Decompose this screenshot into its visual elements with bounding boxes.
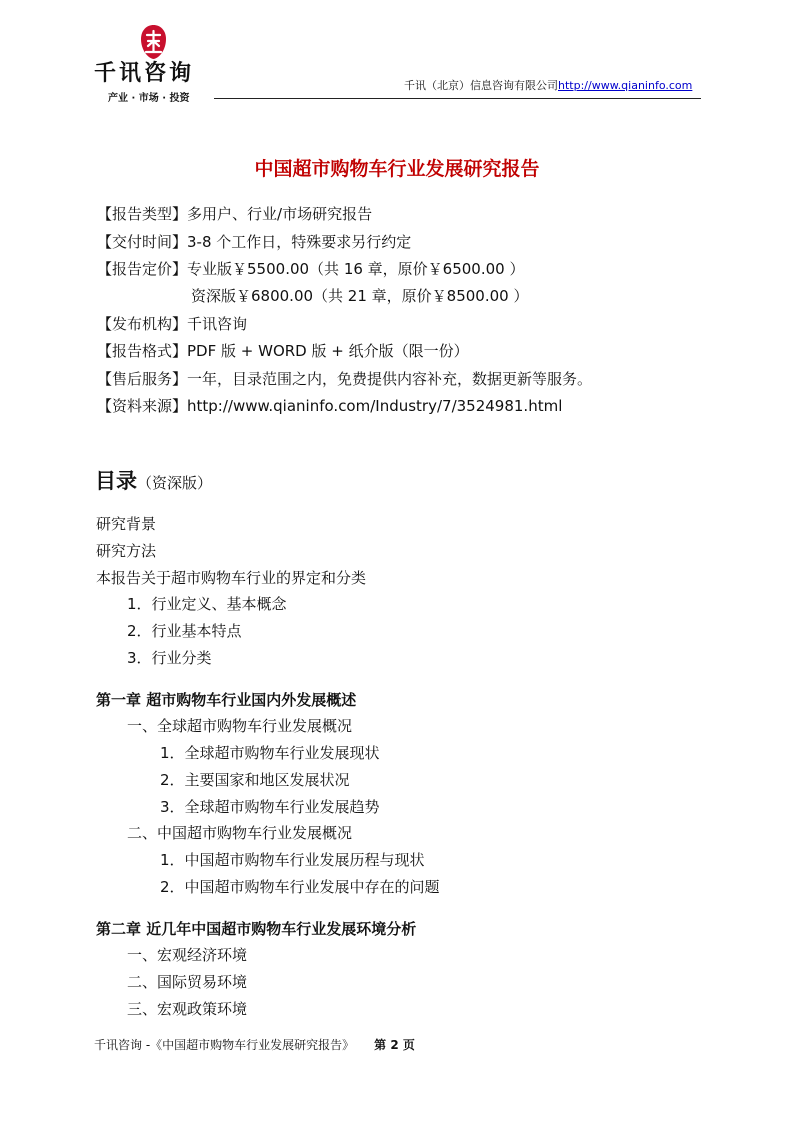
info-label: 【交付时间】 xyxy=(97,233,188,251)
company-url-link[interactable]: http://www.qianinfo.com xyxy=(558,79,693,92)
toc-chapter: 第二章 近几年中国超市购物车行业发展环境分析 xyxy=(96,920,417,938)
toc-item: 研究方法 xyxy=(96,542,157,560)
info-value: 3-8 个工作日，特殊要求另行约定 xyxy=(187,233,412,251)
toc-section: 一、全球超市购物车行业发展概况 xyxy=(127,717,353,735)
toc-item: 3．行业分类 xyxy=(127,649,212,667)
info-label: 【资料来源】 xyxy=(97,397,188,415)
info-label: 【报告定价】 xyxy=(97,260,188,278)
info-value: 一年，目录范围之内，免费提供内容补充，数据更新等服务。 xyxy=(187,370,593,388)
toc-item: 1．中国超市购物车行业发展历程与现状 xyxy=(160,851,425,869)
price-senior: 资深版￥6800.00（共 21 章，原价￥8500.00 ） xyxy=(191,287,529,305)
info-label: 【售后服务】 xyxy=(97,370,188,388)
toc-item: 本报告关于超市购物车行业的界定和分类 xyxy=(96,569,367,587)
toc-chapter: 第一章 超市购物车行业国内外发展概述 xyxy=(96,691,357,709)
toc-item: 研究背景 xyxy=(96,515,157,533)
info-row-publisher xyxy=(97,314,247,334)
toc-section: 二、国际贸易环境 xyxy=(127,973,248,991)
header-company-info xyxy=(404,78,692,94)
toc-section: 一、宏观经济环境 xyxy=(127,946,248,964)
toc-section: 三、宏观政策环境 xyxy=(127,1000,248,1018)
toc-item: 2．中国超市购物车行业发展中存在的问题 xyxy=(160,878,440,896)
info-row-format xyxy=(97,341,469,361)
toc-title: 目录 xyxy=(95,469,137,493)
report-title: 中国超市购物车行业发展研究报告 xyxy=(254,158,540,180)
company-seal-logo xyxy=(140,24,167,60)
price-professional: 专业版￥5500.00（共 16 章，原价￥6500.00 ） xyxy=(187,260,525,278)
info-row-service xyxy=(97,369,592,389)
page-footer xyxy=(94,1037,415,1053)
info-label: 【报告类型】 xyxy=(97,205,188,223)
info-row-type xyxy=(97,204,372,224)
info-label: 【报告格式】 xyxy=(97,342,188,360)
info-row-price xyxy=(97,259,524,279)
source-url-link[interactable]: http://www.qianinfo.com/Industry/7/3524981.html xyxy=(187,397,563,415)
header-divider xyxy=(214,98,701,99)
toc-item: 3．全球超市购物车行业发展趋势 xyxy=(160,798,380,816)
toc-edition: （资深版） xyxy=(137,474,213,492)
page-number: 第 2 页 xyxy=(374,1038,415,1052)
toc-item: 2．行业基本特点 xyxy=(127,622,242,640)
toc-section: 二、中国超市购物车行业发展概况 xyxy=(127,824,353,842)
info-value: 千讯咨询 xyxy=(187,315,248,333)
toc-item: 2．主要国家和地区发展状况 xyxy=(160,771,350,789)
info-value: PDF 版 + WORD 版 + 纸介版（限一份） xyxy=(187,342,469,360)
toc-item: 1．行业定义、基本概念 xyxy=(127,595,287,613)
info-label: 【发布机构】 xyxy=(97,315,188,333)
info-row-source xyxy=(97,396,562,416)
logo-tagline: 产业 · 市场 · 投资 xyxy=(108,93,190,104)
toc-item: 1．全球超市购物车行业发展现状 xyxy=(160,744,380,762)
company-name: 千讯（北京）信息咨询有限公司 xyxy=(404,79,558,92)
info-value: 多用户、行业/市场研究报告 xyxy=(187,205,373,223)
info-row-delivery xyxy=(97,232,411,252)
logo-name: 千讯咨询 xyxy=(94,61,195,86)
footer-text: 千讯咨询 -《中国超市购物车行业发展研究报告》 xyxy=(94,1038,355,1052)
toc-heading xyxy=(95,467,212,497)
